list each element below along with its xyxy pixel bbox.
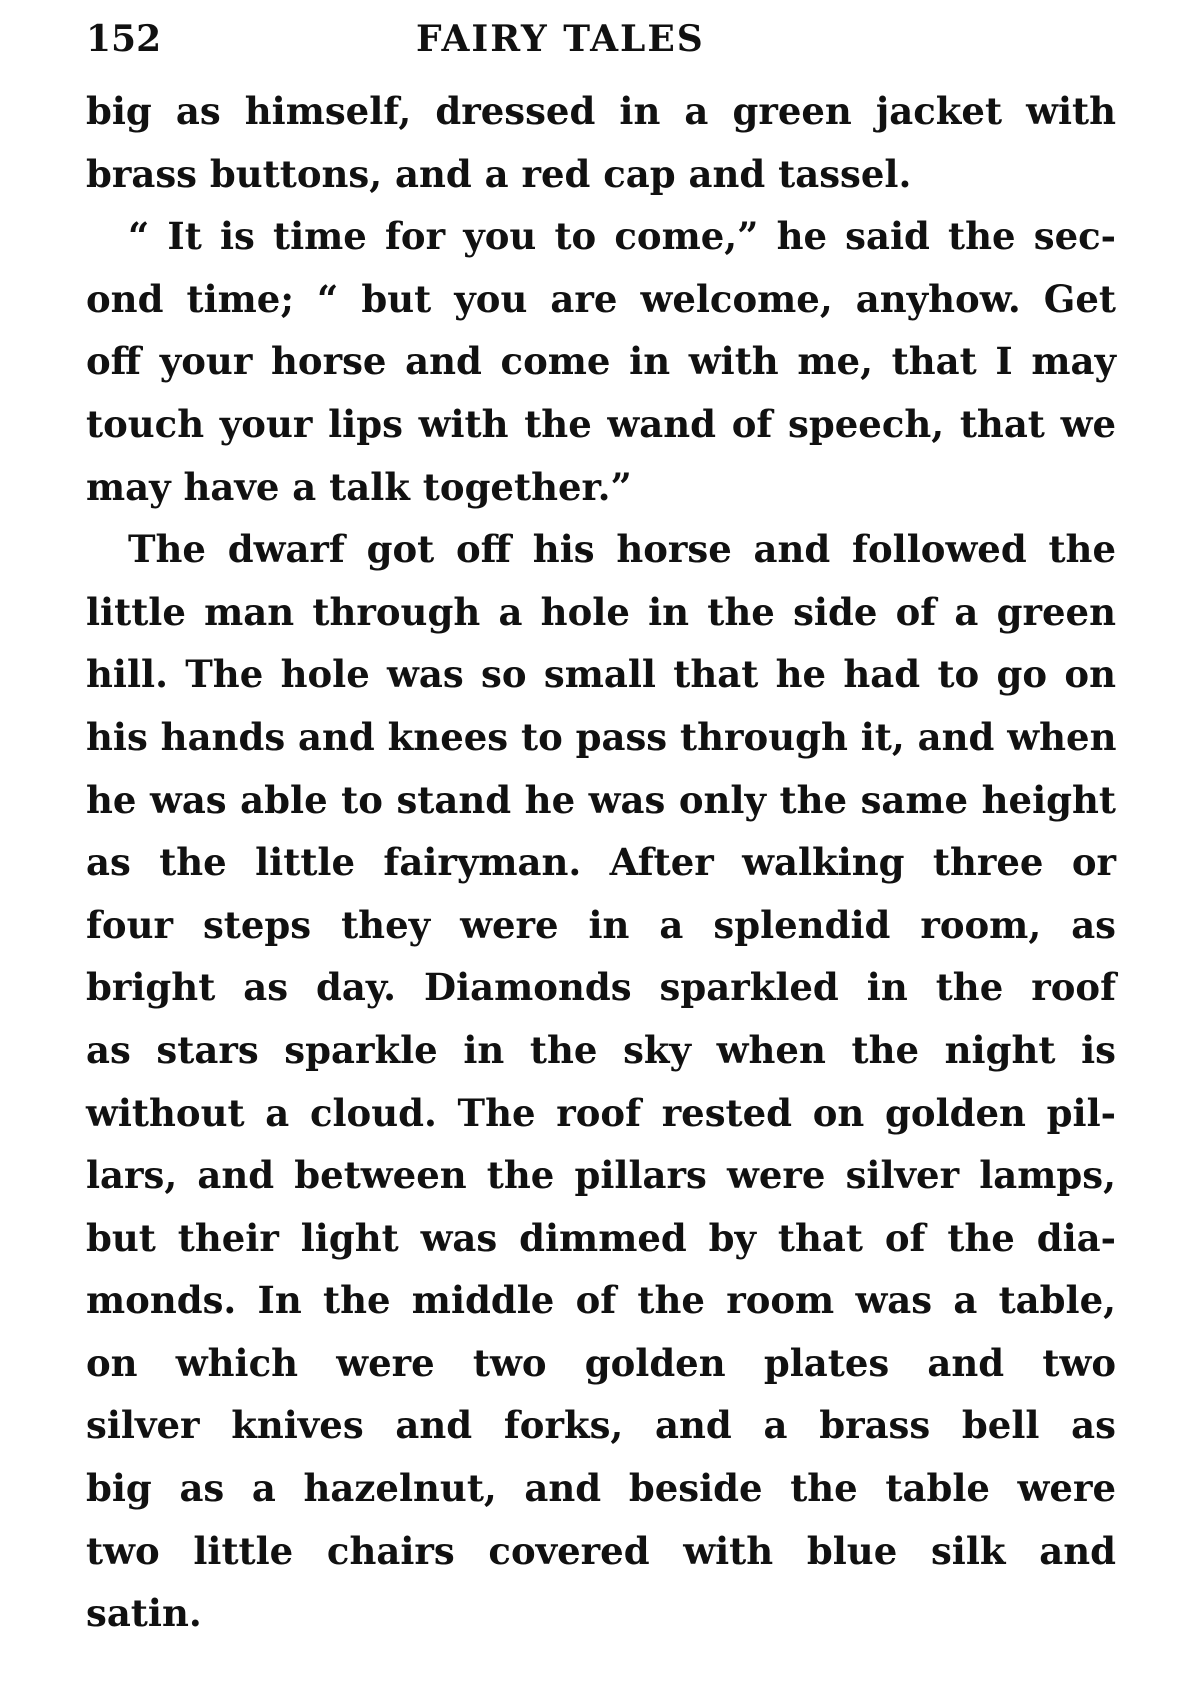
running-title: FAIRY TALES	[416, 18, 705, 60]
text-line: satin.	[86, 1591, 202, 1636]
text-line: lars, and between the pillars were silver lamps,	[86, 1153, 1116, 1198]
text-line: he was able to stand he was only the same height	[86, 777, 1116, 822]
text-line: “ It is time for you to come,” he said the sec-	[128, 214, 1116, 259]
page-number: 152	[86, 18, 162, 60]
text-line: off your horse and come in with me, that I may	[86, 339, 1116, 384]
book-page	[86, 18, 1116, 1678]
text-line: big as a hazelnut, and beside the table were	[86, 1466, 1116, 1511]
text-line: brass buttons, and a red cap and tassel.	[86, 151, 912, 196]
text-line: The dwarf got off his horse and followed the	[128, 527, 1116, 572]
text-line: as stars sparkle in the sky when the night is	[86, 1027, 1116, 1072]
text-line: as the little fairyman. After walking three or	[86, 840, 1116, 885]
paragraph	[86, 518, 1116, 1645]
body-text	[86, 80, 1116, 1645]
text-line: may have a talk together.”	[86, 464, 632, 509]
text-line: four steps they were in a splendid room, as	[86, 902, 1116, 947]
paragraph	[86, 80, 1116, 205]
text-line: bright as day. Diamonds sparkled in the roof	[86, 965, 1116, 1010]
text-line: monds. In the middle of the room was a table,	[86, 1278, 1116, 1323]
text-line: on which were two golden plates and two	[86, 1340, 1116, 1385]
paragraph	[86, 205, 1116, 518]
text-line: but their light was dimmed by that of the dia-	[86, 1215, 1116, 1260]
text-line: little man through a hole in the side of a green	[86, 589, 1116, 634]
text-line: hill. The hole was so small that he had to go on	[86, 652, 1116, 697]
running-head	[86, 18, 1116, 80]
text-line: touch your lips with the wand of speech, that we	[86, 401, 1116, 446]
text-line: ond time; “ but you are welcome, anyhow. Get	[86, 276, 1116, 321]
text-line: silver knives and forks, and a brass bell as	[86, 1403, 1116, 1448]
text-line: two little chairs covered with blue silk and	[86, 1528, 1116, 1573]
text-line: his hands and knees to pass through it, and when	[86, 714, 1117, 759]
text-line: big as himself, dressed in a green jacket with	[86, 89, 1116, 133]
text-line: without a cloud. The roof rested on golden pil-	[86, 1090, 1116, 1135]
